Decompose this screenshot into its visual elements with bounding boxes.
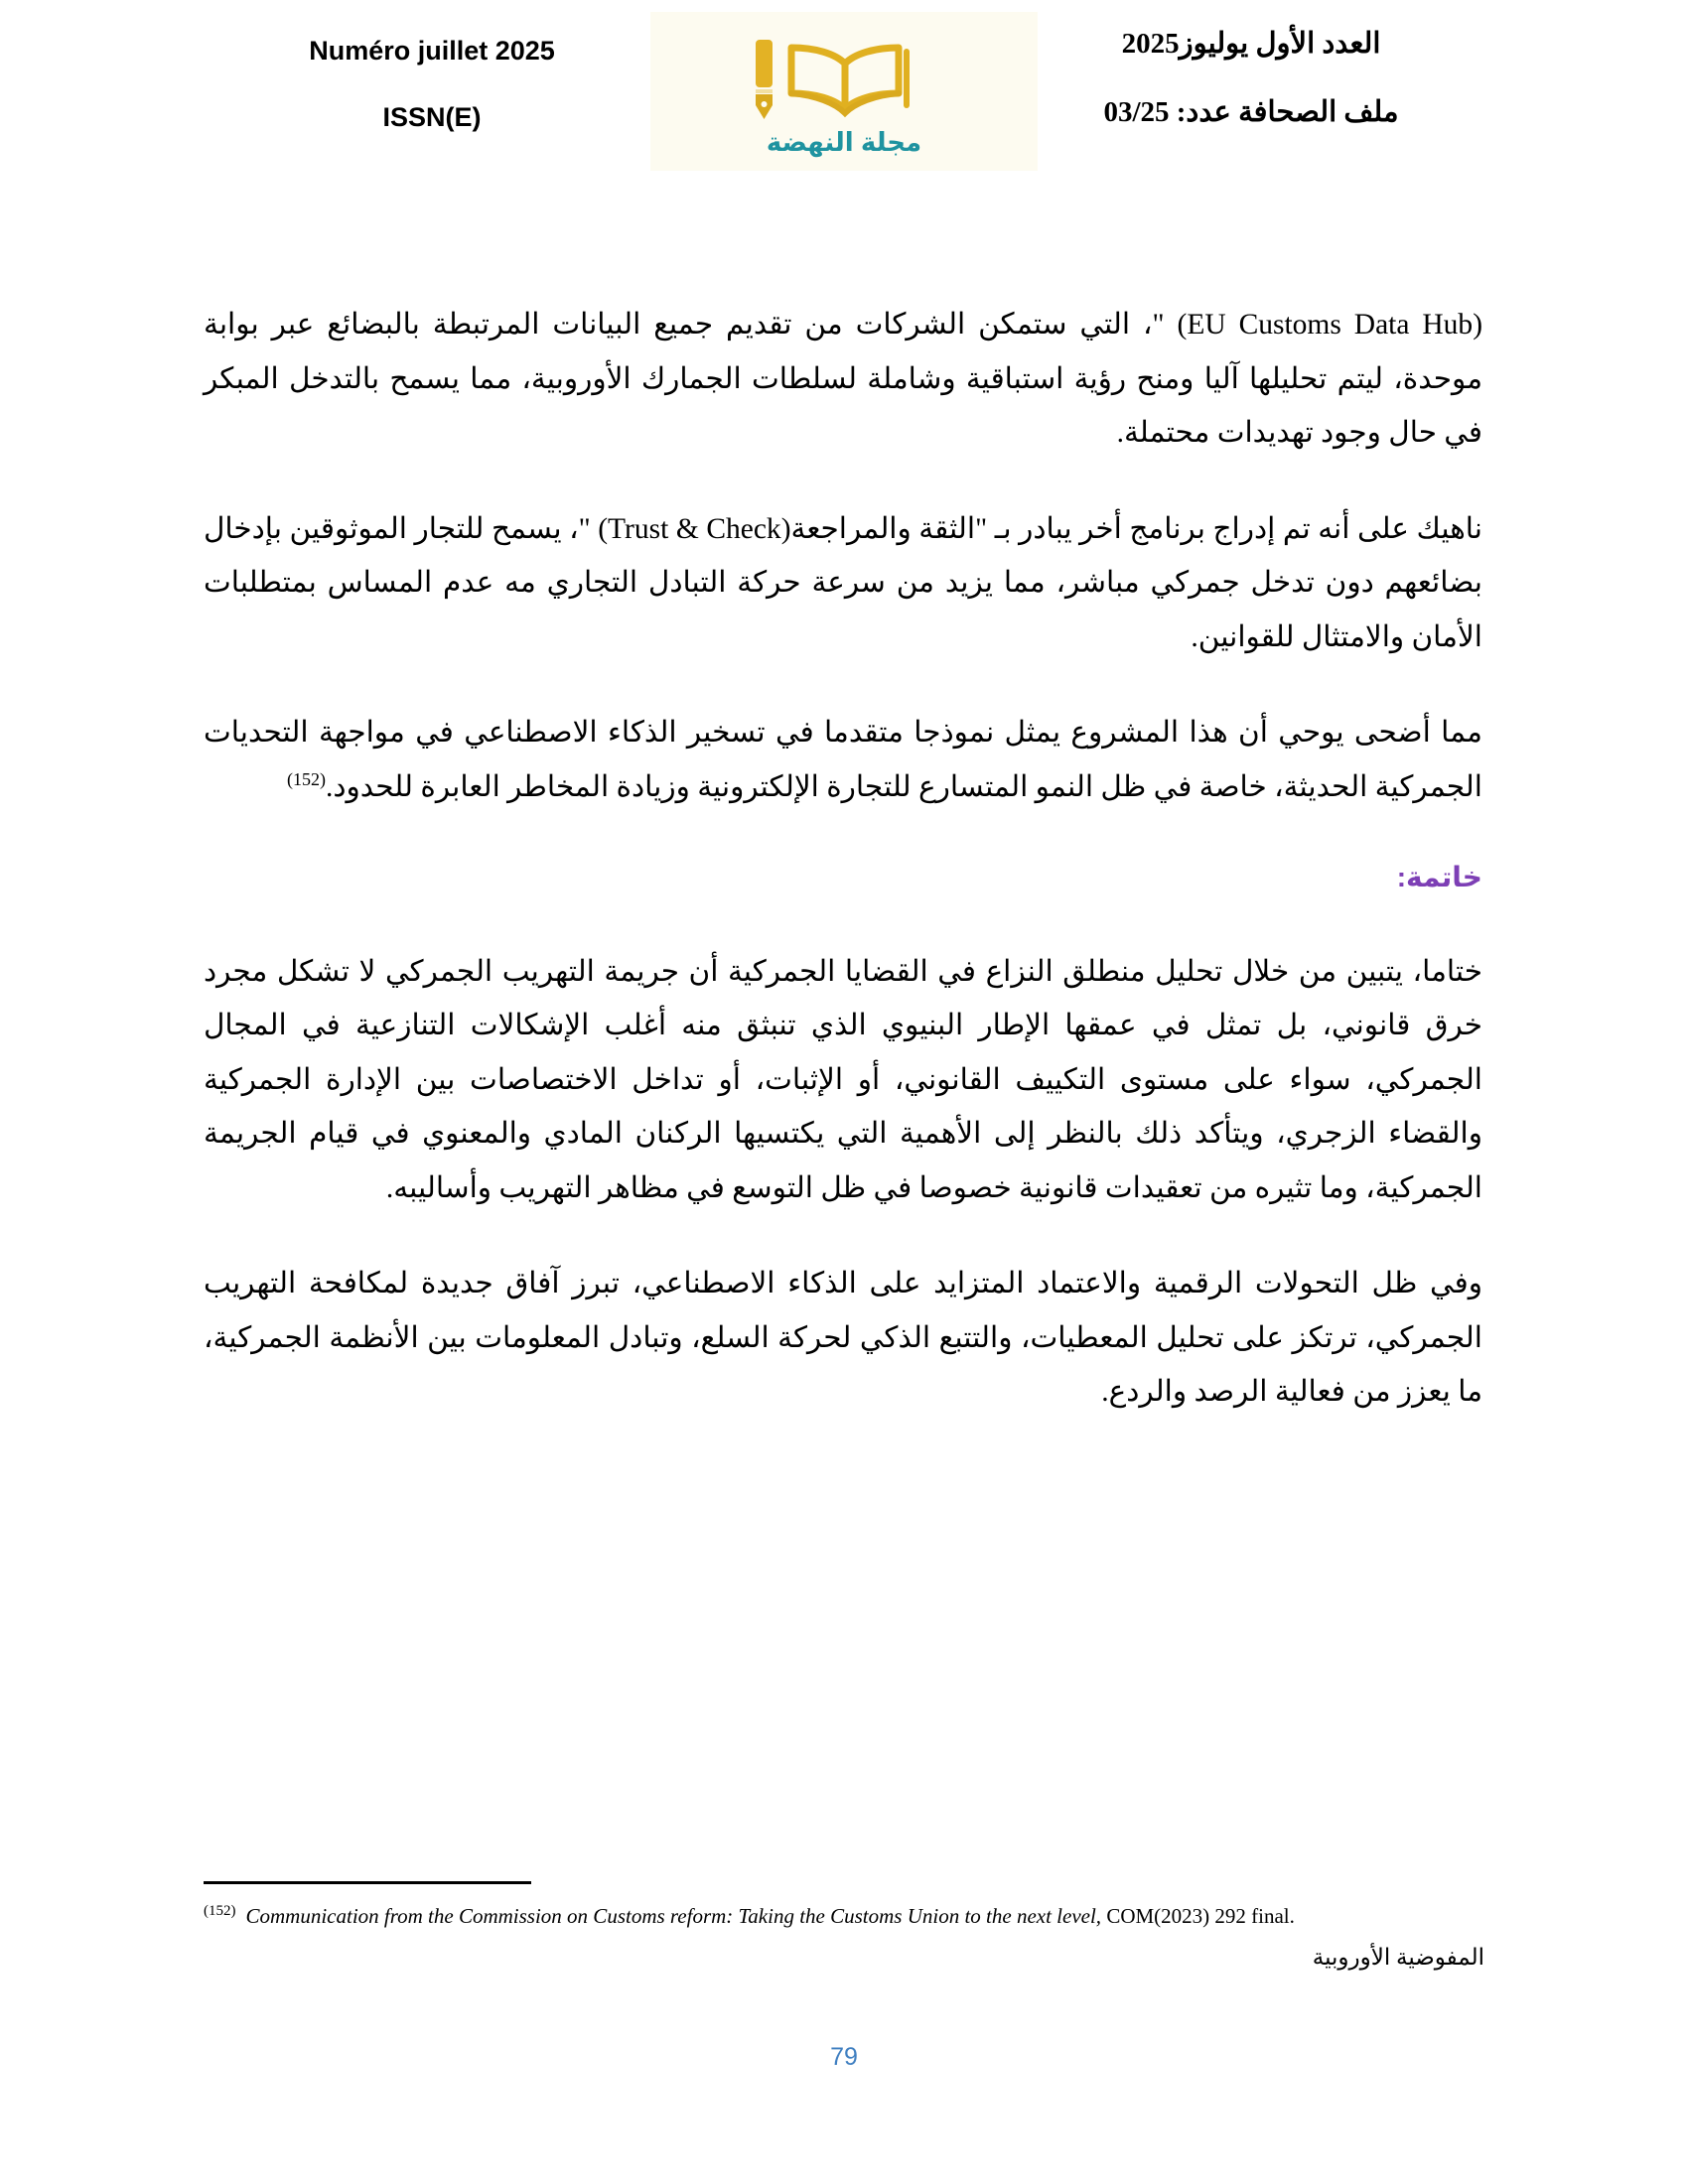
page-number: 79	[830, 2043, 858, 2071]
paragraph-with-footnote	[204, 706, 1482, 814]
logo-wordmark: مجلة النهضة	[766, 127, 922, 157]
footnote-marker: (152)	[287, 769, 326, 790]
footnote-reference: COM(2023) 292 final.	[1101, 1904, 1295, 1928]
header-file-number: ملف الصحافة عدد: 03/25	[1103, 96, 1399, 128]
open-book-with-pen-icon	[720, 34, 968, 125]
footnote-arabic-note: المفوضية الأوروبية	[1312, 1944, 1484, 1970]
page-content	[204, 298, 1482, 1420]
paragraph: وفي ظل التحولات الرقمية والاعتماد المتزايد على الذكاء الاصطناعي، تبرز آفاق جديدة لمكافحة التهريب الجمركي، ترتكز على تحليل المعطيات، والتتبع الذكي لحركة السلع، وتبادل المعلومات بين الأنظمة الجمركية، ما يعزز من فعالية الرصد والردع.	[204, 1268, 1482, 1409]
logo-inner	[720, 34, 968, 158]
paragraph: ختاما، يتبين من خلال تحليل منطلق النزاع في القضايا الجمركية أن جريمة التهريب الجمركي لا تشكل مجرد خرق قانوني، بل تمثل في عمقها الإطار البنيوي الذي تنبثق منه أغلب الإشكالات التنازعية في المجال الجمركي، سواء على مستوى التكييف القانوني، أو الإثبات، أو تداخل الاختصاصات بين الإدارة الجمركية والقضاء الزجري، ويتأكد ذلك بالنظر إلى الأهمية التي يكتسيها الركنان المادي والمعنوي في قيام الجريمة الجمركية، وما تثيره من تعقيدات قانونية خصوصا في ظل التوسع في مظاهر التهريب وأساليبه.	[204, 955, 1482, 1204]
header-right-block	[1043, 30, 1460, 127]
header-issue-french: Numéro juillet 2025	[309, 36, 555, 66]
footnote-number: (152)	[204, 1903, 236, 1919]
footnote-separator-rule	[204, 1881, 531, 1884]
page-header	[0, 0, 1688, 213]
paragraph: ناهيك على أنه تم إدراج برنامج أخر يبادر بـ "الثقة والمراجعة(Trust & Check) "، يسمح للتجار الموثوقين بإدخال بضائعهم دون تدخل جمركي مباشر، مما يزيد من سرعة حركة التبادل التجاري مه عدم المساس بمتطلبات الأمان والامتثال للقوانين.	[204, 512, 1482, 653]
footnote-entry	[204, 1900, 1484, 1933]
header-issn-label: ISSN(E)	[382, 102, 482, 132]
footnote-area	[204, 1881, 1484, 1971]
footnote-title: Communication from the Commission on Customs reform: Taking the Customs Union to the next level,	[245, 1904, 1102, 1928]
header-left-block	[213, 38, 650, 131]
paragraph: (EU Customs Data Hub) "، التي ستمكن الشركات من تقديم جميع البيانات المرتبطة بالبضائع عبر بوابة موحدة، ليتم تحليلها آليا ومنح رؤية استباقية وشاملة لسلطات الجمارك الأوروبية، مما يسمح بالتدخل المبكر في حال وجود تهديدات محتملة.	[204, 309, 1483, 450]
journal-logo	[650, 12, 1038, 171]
header-issue-arabic: العدد الأول يوليوز2025	[1121, 28, 1381, 60]
section-heading-conclusion: خاتمة:	[1396, 861, 1482, 892]
paragraph-text: مما أضحى يوحي أن هذا المشروع يمثل نموذجا متقدما في تسخير الذكاء الاصطناعي في مواجهة التحديات الجمركية الحديثة، خاصة في ظل النمو المتسارع للتجارة الإلكترونية وزيادة المخاطر العابرة للحدود.	[204, 717, 1482, 803]
